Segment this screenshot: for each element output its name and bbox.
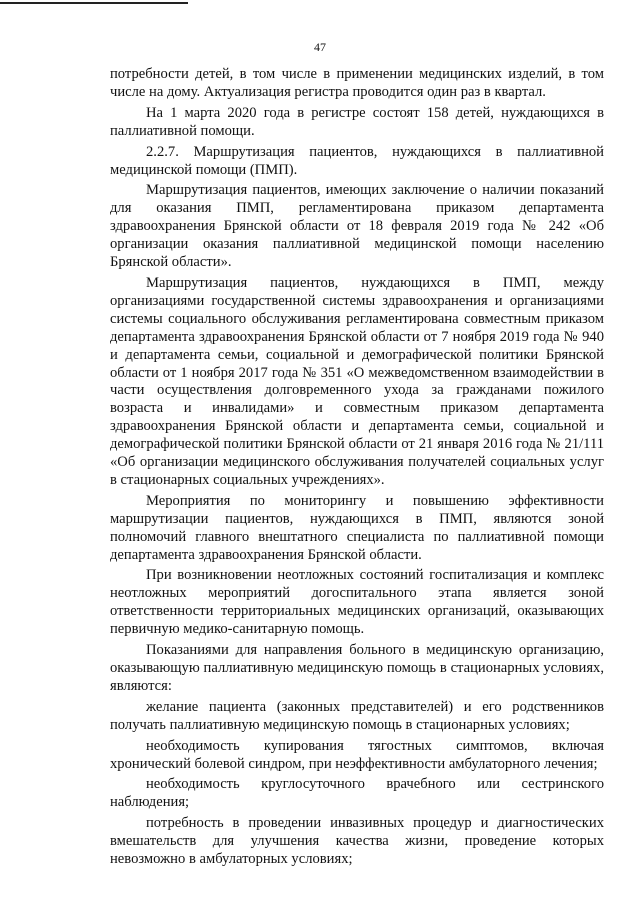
paragraph-emergency: При возникновении неотложных состояний госпитализация и комплекс неотложных мероприятий догоспитального этапа является зоной ответственности территориальных медицинских организаций, оказывающих первичную медико-санитарную помощь. [110, 567, 604, 638]
list-item-round-the-clock: необходимость круглосуточного врачебного или сестринского наблюдения; [110, 776, 604, 811]
document-body [110, 66, 604, 872]
paragraph-monitoring: Мероприятия по мониторингу и повышению эффективности маршрутизации пациентов, нуждающихся в ПМП, являются зоной полномочий главного внештатного специалиста по паллиативной помощи департамента здравоохранения Брянской области. [110, 492, 604, 563]
top-rule [0, 2, 188, 4]
list-item-patient-wish: желание пациента (законных представителей) и его родственников получать паллиативную медицинскую помощь в стационарных условиях; [110, 698, 604, 733]
paragraph-interagency-routing: Маршрутизация пациентов, нуждающихся в ПМП, между организациями государственной системы здравоохранения и организациями системы социального обслуживания регламентирована совместным приказом департамента здравоохранения Брянской области от 7 ноября 2019 года № 940 и департамента семьи, социальной и демографической политики Брянской области от 1 ноября 2017 года № 351 «О межведомственном взаимодействии в части осуществления долговременного ухода за гражданами пожилого возраста и инвалидами» и совместным приказом департамента здравоохранения Брянской области и департамента семьи, социальной и демографической политики Брянской области от 21 января 2016 года № 21/111 «Об организации медицинского обслуживания получателей социальных услуг в стационарных социальных учреждениях». [110, 274, 604, 488]
paragraph-registry-count: На 1 марта 2020 года в регистре состоят 158 детей, нуждающихся в паллиативной помощи. [110, 104, 604, 139]
section-heading-2-2-7: 2.2.7. Маршрутизация пациентов, нуждающихся в паллиативной медицинской помощи (ПМП). [110, 143, 604, 178]
list-item-symptom-relief: необходимость купирования тягостных симптомов, включая хронический болевой синдром, при неэффективности амбулаторного лечения; [110, 737, 604, 772]
paragraph-routing-order: Маршрутизация пациентов, имеющих заключение о наличии показаний для оказания ПМП, регламентирована приказом департамента здравоохранения Брянской области от 18 февраля 2019 года № 242 «Об организации оказания паллиативной медицинской помощи населению Брянской области». [110, 182, 604, 271]
list-item-invasive-procedures: потребность в проведении инвазивных процедур и диагностических вмешательств для улучшения качества жизни, проведение которых невозможно в амбулаторных условиях; [110, 815, 604, 868]
page-number: 47 [314, 40, 326, 54]
paragraph-continuation: потребности детей, в том числе в применении медицинских изделий, в том числе на дому. Актуализация регистра проводится один раз в квартал. [110, 66, 604, 100]
paragraph-indications-intro: Показаниями для направления больного в медицинскую организацию, оказывающую паллиативную медицинскую помощь в стационарных условиях, являются: [110, 642, 604, 694]
